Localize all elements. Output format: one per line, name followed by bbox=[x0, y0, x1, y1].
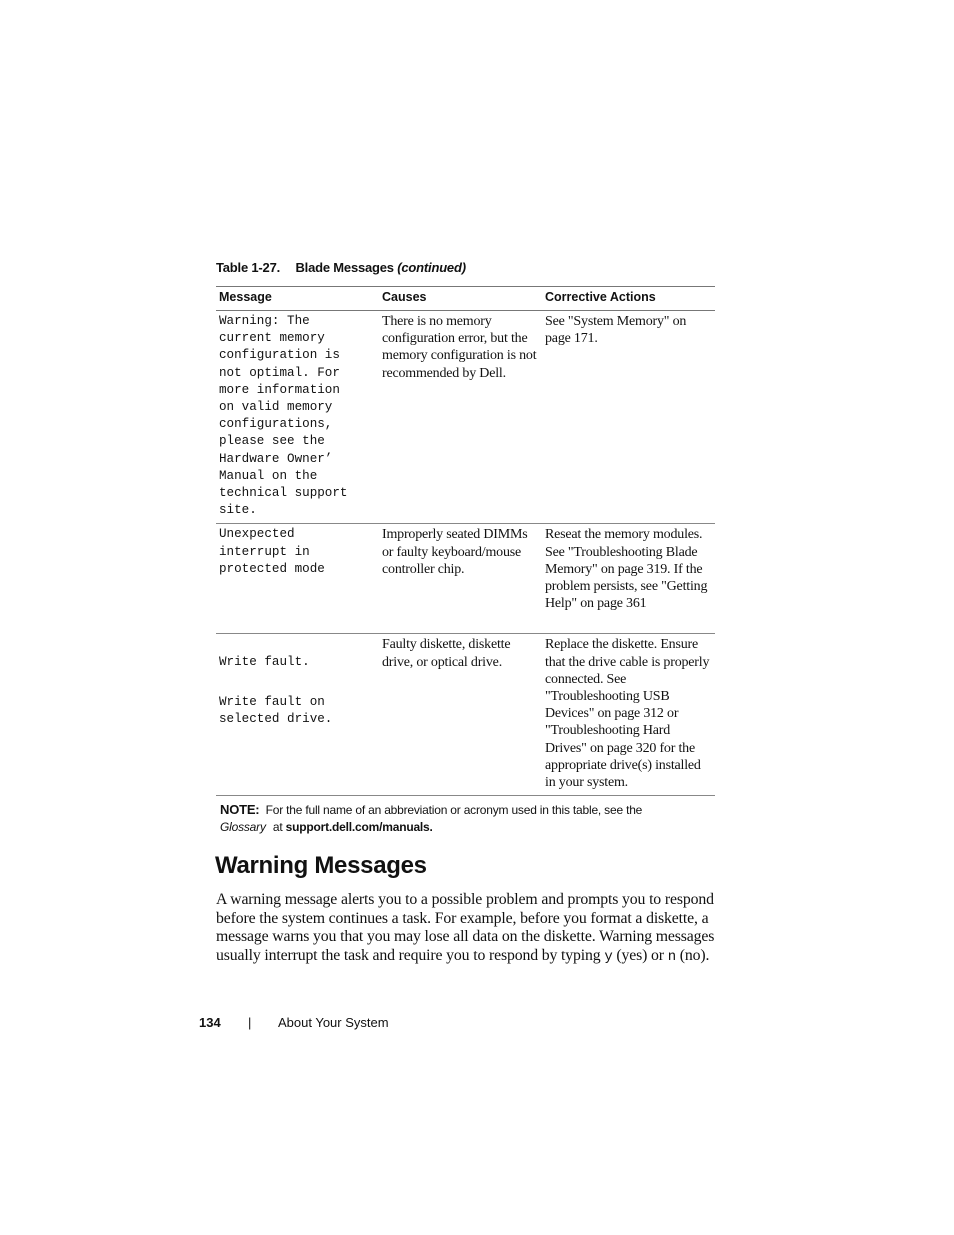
actions-cell: See "System Memory" on page 171. bbox=[542, 311, 715, 524]
table-title: Blade Messages bbox=[295, 260, 394, 275]
column-header-corrective-actions: Corrective Actions bbox=[542, 287, 715, 311]
page-number: 134 bbox=[199, 1015, 221, 1030]
footer-section-title: About Your System bbox=[278, 1015, 389, 1030]
table-row bbox=[216, 634, 715, 796]
footer-separator: | bbox=[248, 1015, 252, 1030]
message-line: Write fault on selected drive. bbox=[219, 695, 333, 727]
causes-cell: Improperly seated DIMMs or faulty keyboard/mouse controller chip. bbox=[379, 524, 542, 634]
actions-cell: Replace the diskette. Ensure that the drive cable is properly connected. See "Troubleshooting USB Devices" on page 312 or "Troubleshooting Hard Drives" on page 320 for the appropriate drive(s) installed in your system. bbox=[542, 634, 715, 796]
note-glossary: Glossary bbox=[220, 820, 266, 834]
message-line: Write fault. bbox=[219, 654, 310, 669]
message-cell: Unexpected interrupt in protected mode bbox=[216, 524, 379, 634]
actions-cell: Reseat the memory modules. See "Troubleshooting Blade Memory" on page 319. If the problem persists, see "Getting Help" on page 361 bbox=[542, 524, 715, 634]
note-label: NOTE: bbox=[220, 802, 260, 817]
causes-cell: There is no memory configuration error, but the memory configuration is not recommended by Dell. bbox=[379, 311, 542, 524]
causes-cell: Faulty diskette, diskette drive, or optical drive. bbox=[379, 634, 542, 796]
column-header-causes: Causes bbox=[379, 287, 542, 311]
column-header-message: Message bbox=[216, 287, 379, 311]
note-url-link[interactable]: support.dell.com/manuals. bbox=[285, 820, 433, 834]
table-header-row bbox=[216, 287, 715, 311]
paragraph-text: A warning message alerts you to a possible problem and prompts you to respond before the system continues a task. For example, before you format a diskette, a message warns you that you may lose all data on the diskette. Warning messages usually interrupt the task and require you to respond by typing bbox=[216, 891, 715, 964]
paragraph-no-text: (no). bbox=[675, 946, 710, 964]
blade-messages-table bbox=[216, 286, 715, 796]
note-at: at bbox=[272, 820, 283, 834]
key-yes: y bbox=[604, 948, 613, 965]
message-cell: Warning: The current memory configuration is not optimal. For more information on valid memory configurations, please see the Hardware Owner’ Manual on the technical support site. bbox=[216, 311, 379, 524]
note-text: For the full name of an abbreviation or acronym used in this table, see the bbox=[265, 803, 643, 817]
table-number: Table 1-27. bbox=[216, 260, 281, 275]
table-caption bbox=[216, 260, 466, 275]
key-no: n bbox=[667, 948, 676, 965]
section-paragraph bbox=[216, 891, 716, 966]
table-continued-label: (continued) bbox=[397, 260, 466, 275]
section-heading: Warning Messages bbox=[215, 852, 427, 879]
table-row bbox=[216, 311, 715, 524]
paragraph-yes-text: (yes) or bbox=[612, 946, 668, 964]
message-cell bbox=[216, 634, 379, 796]
table-row bbox=[216, 524, 715, 634]
table-note bbox=[220, 801, 700, 836]
